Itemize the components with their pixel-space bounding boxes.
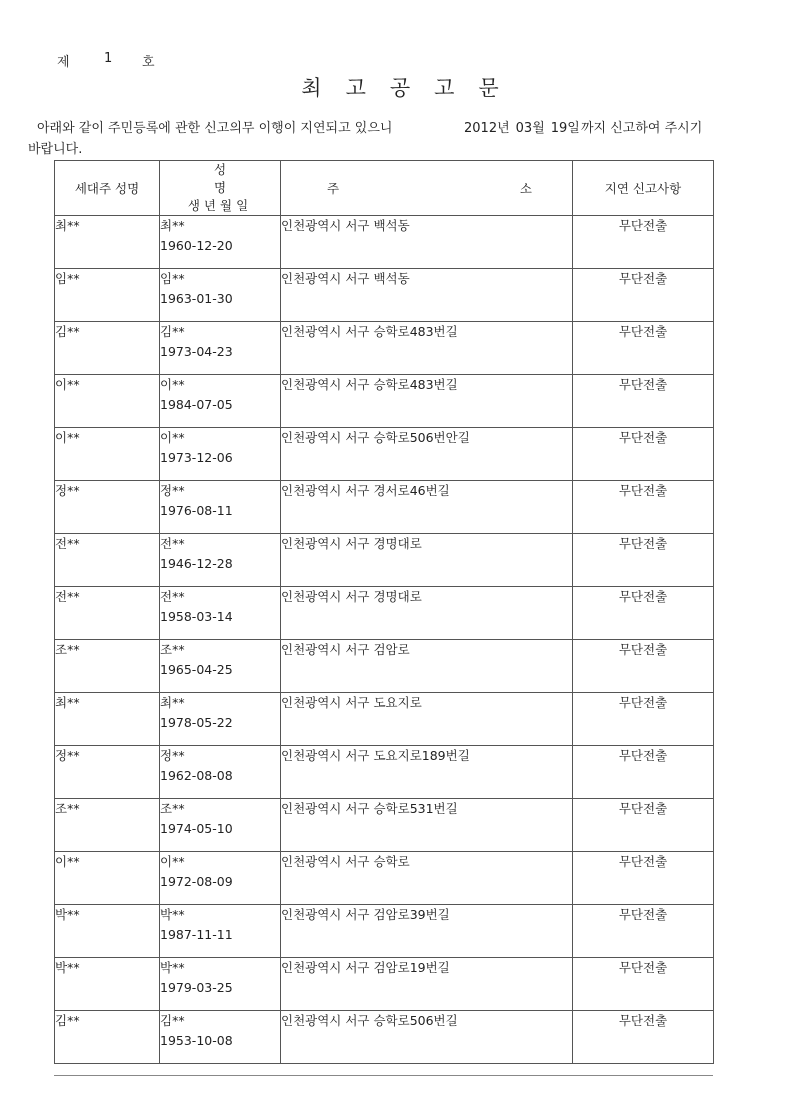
- householder-cell: [55, 269, 160, 322]
- householder-cell: [55, 852, 160, 905]
- address-cell: [281, 534, 573, 587]
- person-cell: [160, 799, 281, 852]
- table-row: [55, 322, 714, 375]
- table-row: [55, 905, 714, 958]
- person-dob: 1962-08-08: [160, 768, 233, 783]
- person-name: 박**: [160, 960, 185, 975]
- deadline-date: [464, 117, 586, 136]
- person-cell: [160, 375, 281, 428]
- person-name: 이**: [160, 377, 185, 392]
- status-cell: [573, 852, 714, 905]
- householder-name: 이**: [55, 377, 80, 392]
- address-text: 인천광역시 서구 승학로483번길: [281, 377, 458, 392]
- document-number: [57, 51, 155, 70]
- person-name: 전**: [160, 589, 185, 604]
- status-text: 무단전출: [618, 589, 668, 604]
- person-dob: 1987-11-11: [160, 927, 233, 942]
- status-cell: [573, 216, 714, 269]
- status-text: 무단전출: [618, 1013, 668, 1028]
- status-text: 무단전출: [618, 854, 668, 869]
- person-dob: 1972-08-09: [160, 874, 233, 889]
- header-address-right: 소: [519, 181, 532, 196]
- address-text: 인천광역시 서구 승학로506번길: [281, 1013, 458, 1028]
- status-text: 무단전출: [618, 960, 668, 975]
- person-cell: [160, 1011, 281, 1064]
- page-title: 최고공고문: [301, 76, 523, 100]
- householder-cell: [55, 746, 160, 799]
- status-cell: [573, 693, 714, 746]
- table-row: [55, 852, 714, 905]
- status-cell: [573, 905, 714, 958]
- header-address: [281, 161, 573, 216]
- address-text: 인천광역시 서구 경명대로: [281, 536, 422, 551]
- address-text: 인천광역시 서구 검암로: [281, 642, 410, 657]
- address-cell: [281, 958, 573, 1011]
- person-name: 정**: [160, 483, 185, 498]
- status-cell: [573, 322, 714, 375]
- deadline-year: 2012년: [464, 121, 510, 136]
- householder-name: 전**: [55, 536, 80, 551]
- status-text: 무단전출: [618, 430, 668, 445]
- header-householder: 세대주 성명: [55, 161, 160, 216]
- householder-name: 최**: [55, 695, 80, 710]
- status-cell: [573, 534, 714, 587]
- address-text: 인천광역시 서구 경서로46번길: [281, 483, 450, 498]
- person-name: 이**: [160, 854, 185, 869]
- householder-name: 조**: [55, 801, 80, 816]
- notice-table: [54, 160, 714, 1064]
- status-cell: [573, 428, 714, 481]
- table-row: [55, 428, 714, 481]
- person-dob: 1984-07-05: [160, 397, 233, 412]
- householder-cell: [55, 693, 160, 746]
- person-cell: [160, 269, 281, 322]
- person-cell: [160, 481, 281, 534]
- address-cell: [281, 852, 573, 905]
- person-name: 이**: [160, 430, 185, 445]
- person-cell: [160, 693, 281, 746]
- person-dob: 1958-03-14: [160, 609, 233, 624]
- address-cell: [281, 1011, 573, 1064]
- address-cell: [281, 746, 573, 799]
- householder-cell: [55, 905, 160, 958]
- person-cell: [160, 905, 281, 958]
- person-dob: 1973-12-06: [160, 450, 233, 465]
- person-dob: 1965-04-25: [160, 662, 233, 677]
- person-name: 박**: [160, 907, 185, 922]
- householder-cell: [55, 428, 160, 481]
- doc-label-1: 제: [57, 55, 70, 70]
- address-text: 인천광역시 서구 승학로: [281, 854, 410, 869]
- householder-cell: [55, 322, 160, 375]
- address-cell: [281, 269, 573, 322]
- address-cell: [281, 587, 573, 640]
- person-name: 조**: [160, 642, 185, 657]
- header-status: 지연 신고사항: [573, 161, 714, 216]
- table-row: [55, 958, 714, 1011]
- status-text: 무단전출: [618, 801, 668, 816]
- householder-cell: [55, 375, 160, 428]
- status-cell: [573, 799, 714, 852]
- householder-name: 김**: [55, 324, 80, 339]
- table-row: [55, 693, 714, 746]
- intro-text-line2: 바랍니다.: [28, 142, 83, 157]
- address-text: 인천광역시 서구 경명대로: [281, 589, 422, 604]
- doc-label-2: 호: [142, 55, 155, 70]
- person-cell: [160, 746, 281, 799]
- table-row: [55, 640, 714, 693]
- address-text: 인천광역시 서구 백석동: [281, 271, 410, 286]
- deadline-day: 19일: [550, 121, 580, 136]
- table-header-row: [55, 161, 714, 216]
- person-dob: 1976-08-11: [160, 503, 233, 518]
- intro-text-line1: 아래와 같이 주민등록에 관한 신고의무 이행이 지연되고 있으니: [37, 121, 393, 136]
- person-dob: 1946-12-28: [160, 556, 233, 571]
- status-text: 무단전출: [618, 324, 668, 339]
- person-name: 전**: [160, 536, 185, 551]
- status-text: 무단전출: [618, 483, 668, 498]
- address-text: 인천광역시 서구 승학로506번안길: [281, 430, 470, 445]
- person-name: 임**: [160, 271, 185, 286]
- person-cell: [160, 534, 281, 587]
- householder-name: 임**: [55, 271, 80, 286]
- address-cell: [281, 481, 573, 534]
- address-text: 인천광역시 서구 백석동: [281, 218, 410, 233]
- person-name: 김**: [160, 1013, 185, 1028]
- person-cell: [160, 958, 281, 1011]
- status-text: 무단전출: [618, 695, 668, 710]
- intro-text-tail: 까지 신고하여 주시기: [581, 121, 703, 136]
- person-name: 최**: [160, 695, 185, 710]
- address-text: 인천광역시 서구 도요지로: [281, 695, 422, 710]
- doc-number: 1: [104, 51, 113, 66]
- person-name: 조**: [160, 801, 185, 816]
- status-cell: [573, 1011, 714, 1064]
- person-cell: [160, 640, 281, 693]
- householder-cell: [55, 481, 160, 534]
- address-text: 인천광역시 서구 도요지로189번길: [281, 748, 470, 763]
- address-cell: [281, 693, 573, 746]
- person-name: 정**: [160, 748, 185, 763]
- householder-cell: [55, 640, 160, 693]
- householder-cell: [55, 534, 160, 587]
- address-cell: [281, 799, 573, 852]
- address-cell: [281, 322, 573, 375]
- status-cell: [573, 587, 714, 640]
- person-name: 최**: [160, 218, 185, 233]
- table-row: [55, 375, 714, 428]
- person-name: 김**: [160, 324, 185, 339]
- status-cell: [573, 746, 714, 799]
- householder-name: 박**: [55, 960, 80, 975]
- householder-cell: [55, 1011, 160, 1064]
- status-text: 무단전출: [618, 907, 668, 922]
- householder-name: 조**: [55, 642, 80, 657]
- deadline-month: 03월: [515, 121, 545, 136]
- householder-cell: [55, 958, 160, 1011]
- status-cell: [573, 481, 714, 534]
- table-row: [55, 799, 714, 852]
- person-cell: [160, 852, 281, 905]
- address-cell: [281, 375, 573, 428]
- householder-name: 정**: [55, 483, 80, 498]
- address-cell: [281, 428, 573, 481]
- person-cell: [160, 428, 281, 481]
- person-dob: 1953-10-08: [160, 1033, 233, 1048]
- status-text: 무단전출: [618, 536, 668, 551]
- status-text: 무단전출: [618, 748, 668, 763]
- person-cell: [160, 322, 281, 375]
- address-text: 인천광역시 서구 승학로531번길: [281, 801, 458, 816]
- person-dob: 1974-05-10: [160, 821, 233, 836]
- householder-cell: [55, 587, 160, 640]
- status-text: 무단전출: [618, 271, 668, 286]
- person-dob: 1979-03-25: [160, 980, 233, 995]
- address-text: 인천광역시 서구 승학로483번길: [281, 324, 458, 339]
- status-cell: [573, 640, 714, 693]
- table-row: [55, 534, 714, 587]
- householder-name: 김**: [55, 1013, 80, 1028]
- status-text: 무단전출: [618, 642, 668, 657]
- address-cell: [281, 905, 573, 958]
- person-cell: [160, 587, 281, 640]
- status-text: 무단전출: [618, 218, 668, 233]
- address-text: 인천광역시 서구 검암로19번길: [281, 960, 450, 975]
- footer-divider: [54, 1075, 713, 1076]
- householder-name: 박**: [55, 907, 80, 922]
- status-cell: [573, 958, 714, 1011]
- householder-name: 이**: [55, 430, 80, 445]
- header-address-left: 주: [327, 181, 340, 196]
- person-dob: 1960-12-20: [160, 238, 233, 253]
- status-text: 무단전출: [618, 377, 668, 392]
- header-name: 성명: [213, 162, 267, 195]
- householder-name: 정**: [55, 748, 80, 763]
- householder-name: 전**: [55, 589, 80, 604]
- table-row: [55, 587, 714, 640]
- person-dob: 1973-04-23: [160, 344, 233, 359]
- householder-cell: [55, 799, 160, 852]
- status-cell: [573, 269, 714, 322]
- person-dob: 1963-01-30: [160, 291, 233, 306]
- householder-name: 최**: [55, 218, 80, 233]
- header-name-dob: [160, 161, 281, 216]
- status-cell: [573, 375, 714, 428]
- table-row: [55, 481, 714, 534]
- table-row: [55, 269, 714, 322]
- table-row: [55, 1011, 714, 1064]
- householder-cell: [55, 216, 160, 269]
- header-dob: 생년월일: [187, 198, 253, 213]
- table-row: [55, 746, 714, 799]
- address-text: 인천광역시 서구 검암로39번길: [281, 907, 450, 922]
- person-cell: [160, 216, 281, 269]
- table-row: [55, 216, 714, 269]
- address-cell: [281, 216, 573, 269]
- householder-name: 이**: [55, 854, 80, 869]
- address-cell: [281, 640, 573, 693]
- person-dob: 1978-05-22: [160, 715, 233, 730]
